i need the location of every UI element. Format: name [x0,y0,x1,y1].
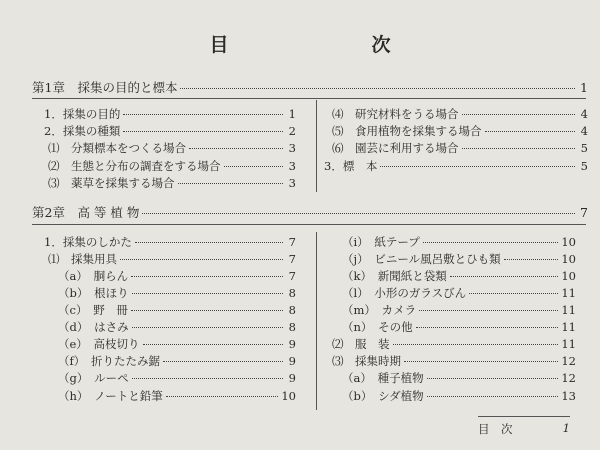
toc-entry-label: ⑹ 園芸に利用する場合 [332,141,459,155]
toc-entry [332,336,576,352]
leader-dots [131,310,283,311]
toc-entry-page: 7 [288,235,296,249]
toc-entry-page: 4 [580,124,588,138]
toc-entry [58,370,296,386]
toc-entry-label: （f） 折りたたみ鋸 [58,354,161,368]
toc-entry [342,388,576,404]
toc-entry-page: 12 [561,354,576,368]
leader-dots [393,344,559,345]
toc-entry-page: 8 [288,320,296,334]
toc-entry [332,106,588,122]
leader-dots [423,242,559,243]
toc-entry-page: 5 [580,159,588,173]
toc-entry-label: （i） 紙テープ [342,235,420,249]
toc-entry [48,251,296,267]
leader-dots [131,276,283,277]
toc-entry-label: （b） 根ほり [58,286,129,300]
toc-entry-page: 3 [288,159,296,173]
leader-dots [143,344,283,345]
toc-entry [58,268,296,284]
toc-entry [342,370,576,386]
toc-entry [342,251,576,267]
toc-entry-page: 10 [561,252,576,266]
toc-entry [332,123,588,139]
toc-entry-label: ⑴ 採集用具 [48,252,117,266]
chapter-2-label: 第2章 高 等 植 物 [32,205,140,220]
column-divider [316,100,317,192]
toc-entry-page: 12 [561,371,576,385]
column-divider [316,232,317,410]
toc-entry-label: （e） 高枝切り [58,337,140,351]
toc-entry-page: 9 [288,354,296,368]
leader-dots [135,242,283,243]
leader-dots [189,148,283,149]
toc-entry-page: 11 [561,337,576,351]
toc-entry-label: （h） ノートと鉛筆 [58,389,163,403]
toc-entry [332,353,576,369]
toc-entry [48,140,296,156]
toc-entry-label: （l） 小形のガラスびん [342,286,467,300]
rule-line [32,98,586,99]
toc-entry [342,234,576,250]
leader-dots [132,327,283,328]
toc-entry-label: ⑵ 生態と分布の調査をする場合 [48,159,221,173]
leader-dots [142,213,575,214]
toc-entry [48,158,296,174]
toc-entry [342,285,576,301]
toc-entry-page: 2 [288,124,296,138]
leader-dots [427,396,559,397]
toc-entry-label: （n） その他 [342,320,413,334]
toc-entry [324,158,588,174]
toc-entry-page: 9 [288,371,296,385]
toc-entry [44,106,296,122]
footer-label: 目 次 [478,422,513,436]
toc-entry-label: 3．標 本 [324,159,378,173]
toc-entry-page: 11 [561,320,576,334]
toc-entry [48,175,296,191]
toc-entry-label: ⑷ 研究材料をうる場合 [332,107,459,121]
toc-entry [342,302,576,318]
toc-entry-page: 11 [561,303,576,317]
leader-dots [123,114,283,115]
toc-entry-label: （k） 新聞紙と袋類 [342,269,447,283]
toc-entry-page: 7 [288,269,296,283]
toc-entry-label: （a） 種子植物 [342,371,424,385]
leader-dots [427,378,559,379]
leader-dots [380,166,575,167]
rule-line [32,224,586,225]
toc-entry-label: （a） 胴らん [58,269,129,283]
toc-entry-label: ⑵ 服 装 [332,337,390,351]
toc-entry-page: 10 [281,389,296,403]
toc-entry-page: 8 [288,303,296,317]
toc-entry-label: ⑴ 分類標本をつくる場合 [48,141,186,155]
chapter-2-page: 7 [580,205,588,220]
leader-dots [163,361,283,362]
toc-entry-page: 10 [561,235,576,249]
toc-entry [342,268,576,284]
chapter-1-page: 1 [580,80,588,95]
toc-entry-page: 10 [561,269,576,283]
toc-entry [342,319,576,335]
leader-dots [132,293,283,294]
leader-dots [504,259,559,260]
toc-entry [58,353,296,369]
toc-entry-label: ⑶ 薬草を採集する場合 [48,176,175,190]
toc-entry-label: （d） はさみ [58,320,129,334]
leader-dots [462,148,576,149]
chapter-1-heading [32,80,588,96]
toc-entry-label: （g） ルーペ [58,371,129,385]
toc-entry [58,319,296,335]
toc-entry-label: 1．採集のしかた [44,235,132,249]
leader-dots [419,310,558,311]
toc-entry [44,123,296,139]
toc-entry [44,234,296,250]
toc-entry-page: 4 [580,107,588,121]
toc-entry-page: 9 [288,337,296,351]
toc-entry [58,336,296,352]
toc-entry-label: （j） ビニール風呂敷とひも類 [342,252,501,266]
footer-page-number: 1 [562,421,570,435]
chapter-1-label: 第1章 採集の目的と標本 [32,80,178,95]
toc-entry-label: （m） カメラ [342,303,417,317]
toc-entry-page: 1 [288,107,296,121]
toc-entry-label: 1．採集の目的 [44,107,121,121]
chapter-2-heading [32,205,588,221]
toc-entry [58,388,296,404]
toc-entry-label: ⑸ 食用植物を採集する場合 [332,124,482,138]
toc-entry-page: 5 [580,141,588,155]
toc-entry [332,140,588,156]
leader-dots [224,166,284,167]
toc-entry-page: 3 [288,141,296,155]
leader-dots [462,114,576,115]
leader-dots [469,293,558,294]
leader-dots [404,361,558,362]
toc-entry-page: 11 [561,286,576,300]
toc-entry-label: ⑶ 採集時期 [332,354,401,368]
leader-dots [178,183,284,184]
toc-entry-page: 7 [288,252,296,266]
leader-dots [485,131,576,132]
leader-dots [132,378,283,379]
page-title: 目 次 [209,34,453,56]
toc-entry-page: 8 [288,286,296,300]
leader-dots [166,396,279,397]
toc-entry-label: （c） 野 冊 [58,303,128,317]
toc-entry-page: 3 [288,176,296,190]
leader-dots [450,276,559,277]
leader-dots [120,259,283,260]
running-footer [478,416,570,437]
toc-entry-label: （b） シダ植物 [342,389,424,403]
leader-dots [123,131,283,132]
toc-entry [58,302,296,318]
leader-dots [416,327,559,328]
leader-dots [180,88,575,89]
toc-entry [58,285,296,301]
toc-entry-page: 13 [561,389,576,403]
toc-entry-label: 2．採集の種類 [44,124,121,138]
